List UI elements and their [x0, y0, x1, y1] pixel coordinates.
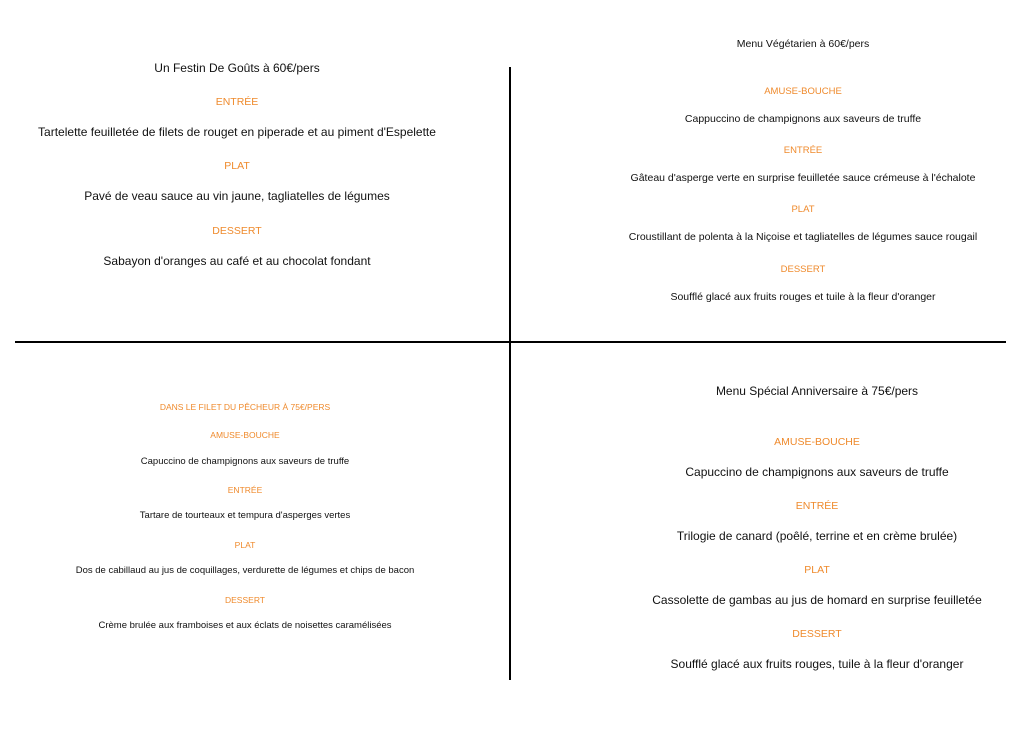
menu-title: Menu Spécial Anniversaire à 75€/pers	[715, 384, 919, 398]
category-dessert: DESSERT	[780, 264, 826, 275]
dish-entree: Gâteau d'asperge verte en surprise feuilletée sauce crémeuse à l'échalote	[630, 172, 976, 184]
category-entree: ENTRÉE	[783, 145, 823, 156]
menu-title: DANS LE FILET DU PÊCHEUR À 75€/PERS	[159, 402, 331, 412]
dish-entree: Tartelette feuilletée de filets de rouget en piperade et au piment d'Espelette	[38, 125, 436, 139]
horizontal-divider	[15, 341, 1006, 343]
dish-dessert: Soufflé glacé aux fruits rouges, tuile à la fleur d'oranger	[670, 657, 964, 671]
dish-plat: Pavé de veau sauce au vin jaune, tagliatelles de légumes	[84, 189, 390, 203]
category-plat: PLAT	[224, 160, 250, 172]
dish-dessert: Soufflé glacé aux fruits rouges et tuile à la fleur d'oranger	[670, 291, 936, 303]
category-dessert: DESSERT	[225, 595, 265, 605]
category-entree: ENTRÉE	[227, 485, 263, 495]
category-plat: PLAT	[791, 204, 815, 215]
dish-plat: Croustillant de polenta à la Niçoise et tagliatelles de légumes sauce rougail	[628, 231, 978, 243]
dish-entree: Trilogie de canard (poêlé, terrine et en crème brulée)	[676, 529, 958, 543]
category-dessert: DESSERT	[792, 628, 842, 640]
menu-title: Un Festin De Goûts à 60€/pers	[154, 61, 320, 75]
menu-title: Menu Végétarien à 60€/pers	[736, 38, 870, 50]
category-plat: PLAT	[234, 540, 256, 550]
category-amuse-bouche: AMUSE-BOUCHE	[764, 86, 842, 97]
dish-entree: Tartare de tourteaux et tempura d'asperges vertes	[139, 510, 351, 521]
vertical-divider	[509, 67, 511, 680]
dish-amuse-bouche: Capuccino de champignons aux saveurs de truffe	[140, 456, 350, 467]
dish-dessert: Crème brulée aux framboises et aux éclats de noisettes caramélisées	[98, 620, 392, 631]
category-dessert: DESSERT	[212, 225, 262, 237]
category-amuse-bouche: AMUSE-BOUCHE	[210, 430, 280, 440]
category-plat: PLAT	[804, 564, 830, 576]
dish-dessert: Sabayon d'oranges au café et au chocolat fondant	[103, 254, 371, 268]
category-amuse-bouche: AMUSE-BOUCHE	[774, 436, 860, 448]
category-entree: ENTRÉE	[795, 500, 839, 512]
dish-plat: Cassolette de gambas au jus de homard en surprise feuilletée	[652, 593, 982, 607]
dish-plat: Dos de cabillaud au jus de coquillages, verdurette de légumes et chips de bacon	[75, 565, 415, 576]
dish-amuse-bouche: Capuccino de champignons aux saveurs de truffe	[685, 465, 949, 479]
dish-amuse-bouche: Cappuccino de champignons aux saveurs de truffe	[684, 113, 922, 125]
category-entree: ENTRÉE	[215, 96, 259, 108]
